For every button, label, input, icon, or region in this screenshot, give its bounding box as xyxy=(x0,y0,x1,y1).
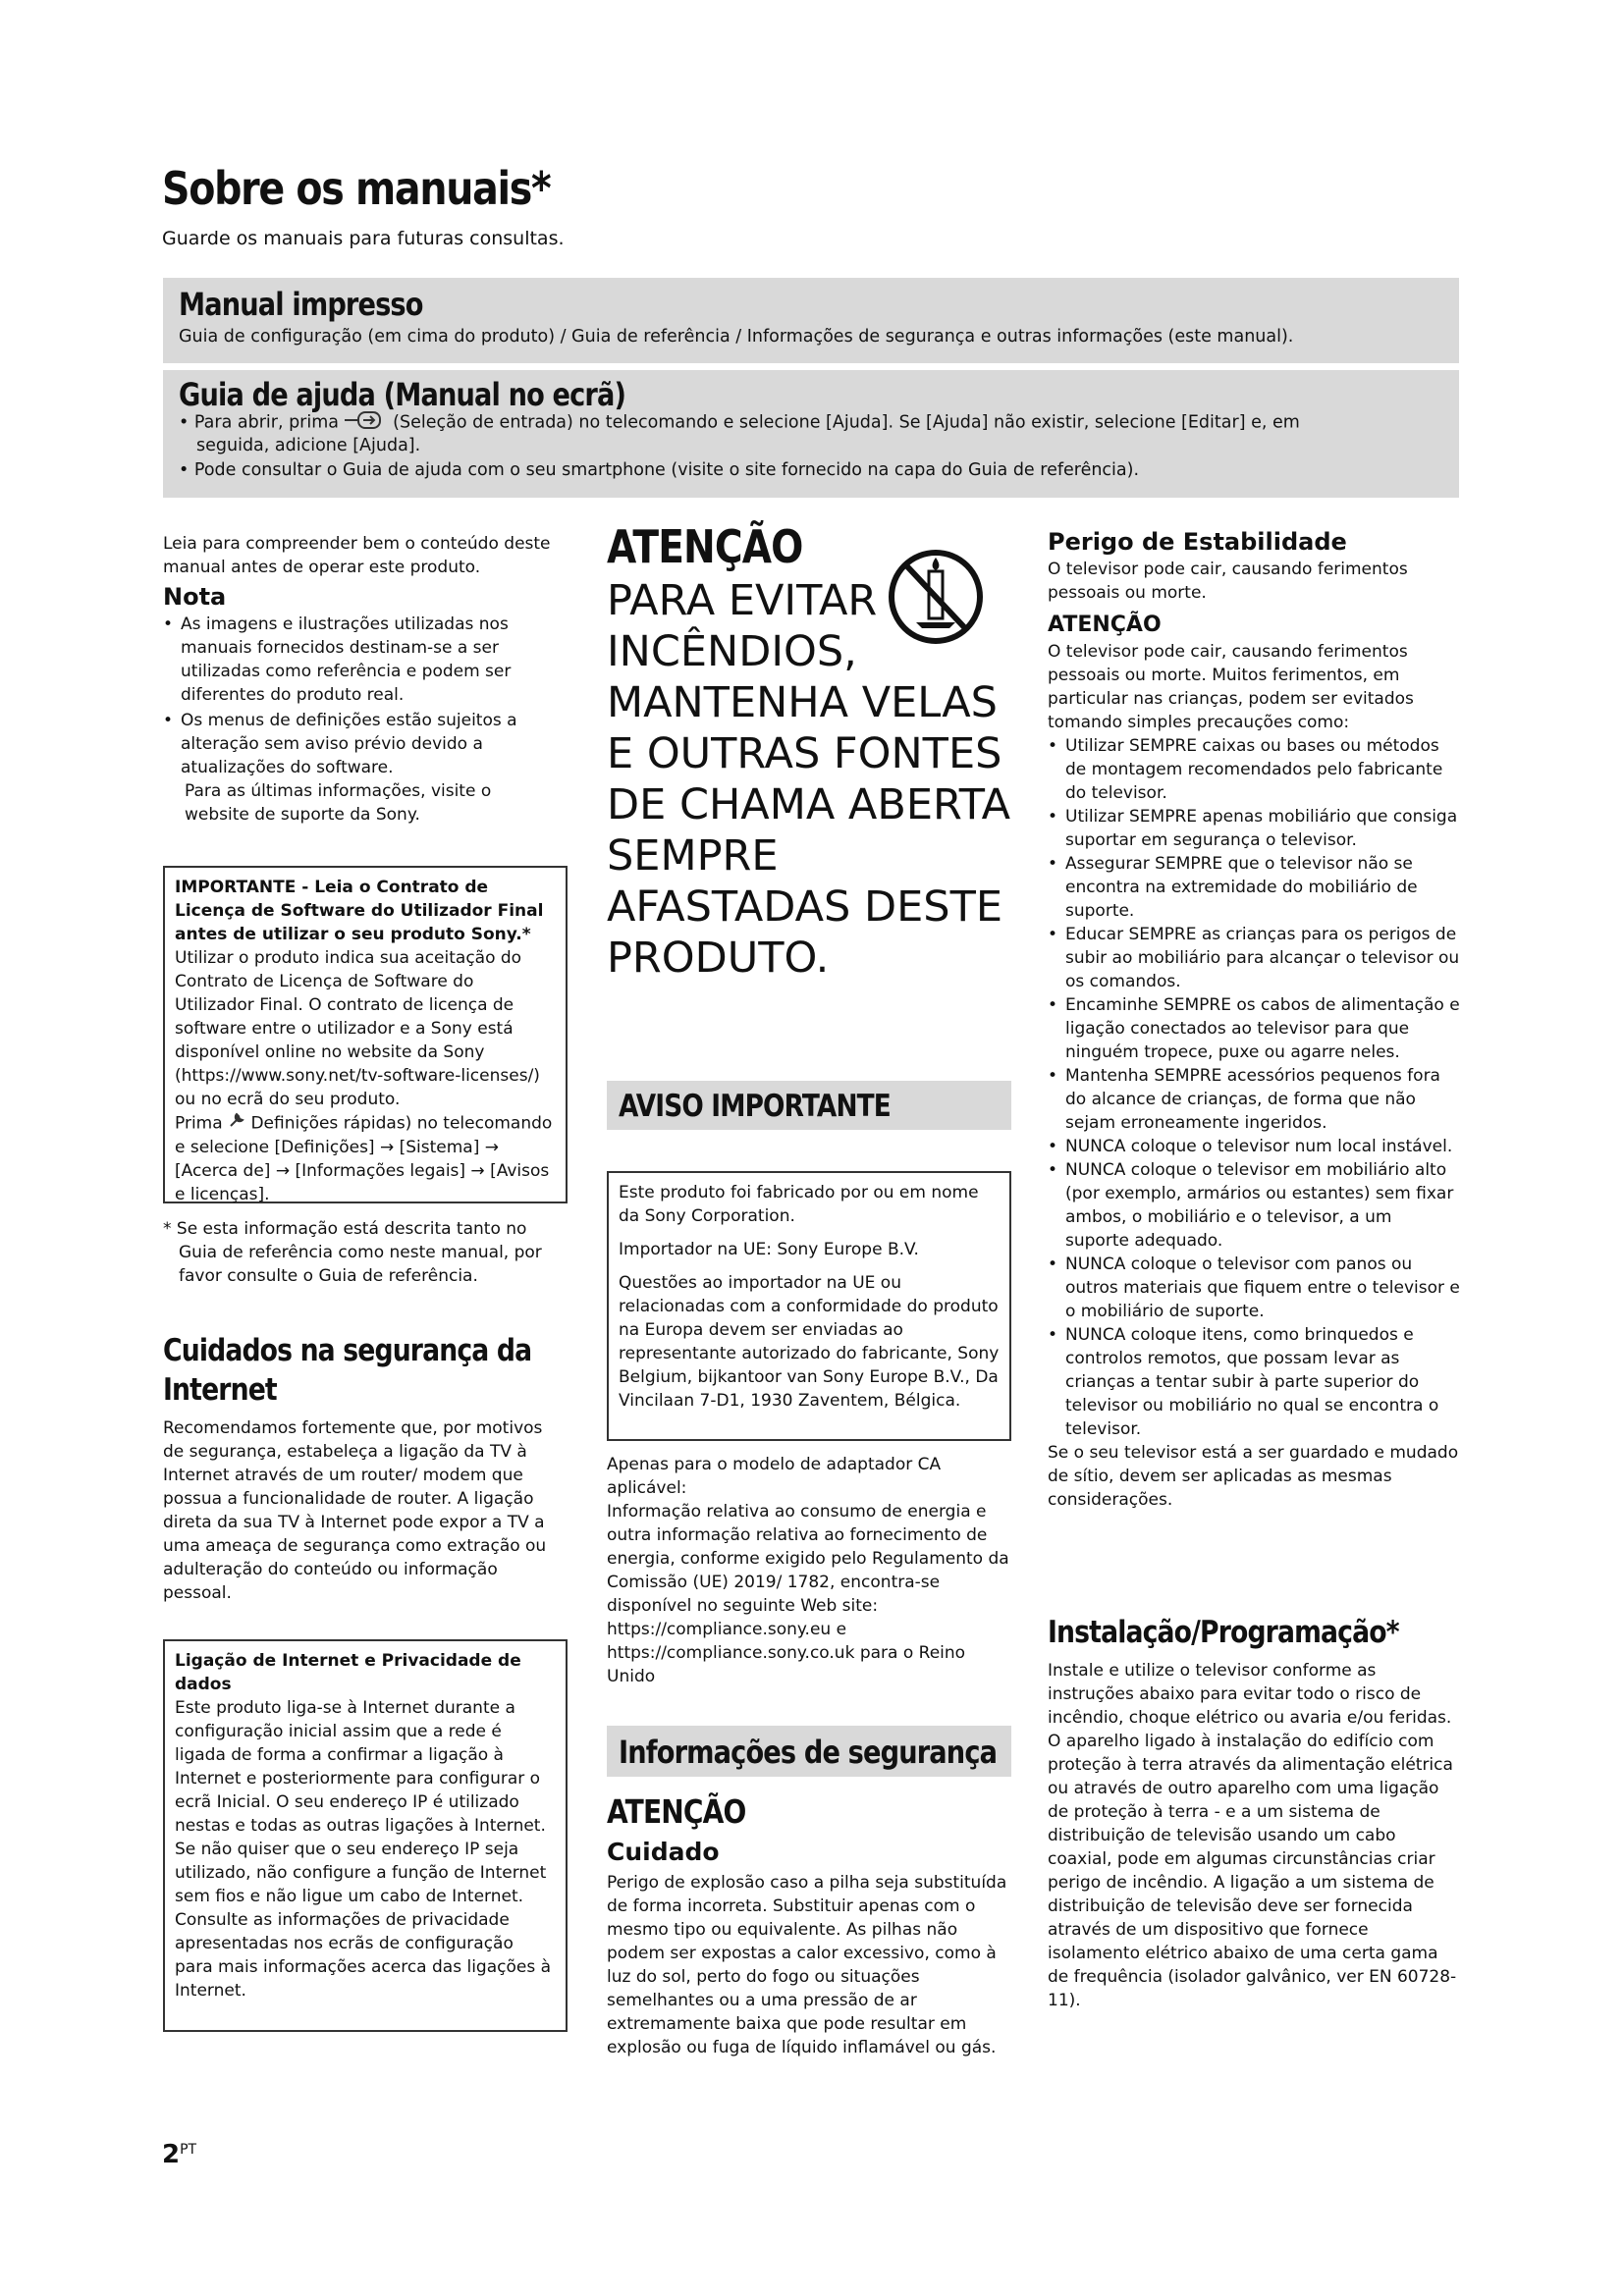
aviso-box xyxy=(607,1171,1011,1441)
aviso-importante-bar xyxy=(607,1081,1011,1130)
estab-item: • NUNCA coloque o televisor com panos ou outros materiais que fiquem entre o televisor e o mobiliário de suporte. xyxy=(1048,1253,1460,1323)
aviso-p1: Este produto foi fabricado por ou em nome da Sony Corporation. xyxy=(619,1183,979,1226)
estabilidade-text: O televisor pode cair, causando ferimentos pessoais ou morte. xyxy=(1048,560,1408,603)
internet-title: Cuidados na segurança da Internet xyxy=(163,1333,532,1408)
atencao-text: O televisor pode cair, causando ferimentos pessoais ou morte. Muitos ferimentos, em particular nas crianças, podem ser evitados tomando simples precauções como: xyxy=(1048,642,1414,732)
page-title: Sobre os manuais* xyxy=(162,162,551,215)
guia-ajuda-line1 xyxy=(179,410,1300,435)
manual-impresso-text: Guia de configuração (em cima do produto) / Guia de referência / Informações de segurança e outras informações (este manual). xyxy=(179,327,1294,347)
license-prima-a: Prima xyxy=(175,1113,223,1134)
guia-ajuda-line1-a: • Para abrir, prima xyxy=(179,412,340,433)
license-prima-b: Definições rápidas) no telecomando e selecione [Definições] → [Sistema] → [Acerca de] → [Informações legais] → [Avisos e licenças]. xyxy=(175,1113,553,1204)
column-3 xyxy=(1048,526,1460,1512)
page-number-suffix: PT xyxy=(180,2142,197,2158)
instalacao-p1: Instale e utilize o televisor conforme as instruções abaixo para evitar todo o risco de incêndio, choque elétrico ou avaria e/ou feridas. xyxy=(1048,1661,1452,1728)
informacoes-seguranca-title: Informações de segurança xyxy=(619,1734,998,1771)
estab-item: • NUNCA coloque o televisor em mobiliário alto (por exemplo, armários ou estantes) sem fixar ambos, o mobiliário e o televisor, a um suporte adequado. xyxy=(1048,1158,1460,1253)
estab-item: • Encaminhe SEMPRE os cabos de alimentação e ligação conectados ao televisor para que ninguém tropece, puxe ou agarre neles. xyxy=(1048,993,1460,1064)
nota-item: • Os menus de definições estão sujeitos a alteração sem aviso prévio devido a atualizações do software. xyxy=(163,709,556,779)
footnote: * Se esta informação está descrita tanto no Guia de referência como neste manual, por favor consulte o Guia de referência. xyxy=(163,1219,542,1286)
license-title: IMPORTANTE - Leia o Contrato de Licença de Software do Utilizador Final antes de utilizar o seu produto Sony.* xyxy=(175,878,544,944)
guia-ajuda-box xyxy=(163,370,1459,498)
cuidado-wrap xyxy=(607,1871,1011,2059)
internet-text: Recomendamos fortemente que, por motivos de segurança, estabeleça a ligação da TV à Internet através de um router/ modem que possua a funcionalidade de router. A ligação direta da sua TV à Internet pode expor a TV a uma ameaça de segurança como extração ou adulteração do conteúdo ou informação pessoal. xyxy=(163,1418,547,1603)
atencao-heading: ATENÇÃO xyxy=(607,520,803,573)
atencao-heading-2: ATENÇÃO xyxy=(607,1792,746,1831)
footnote-wrap xyxy=(163,1217,568,1288)
cuidado-title: Cuidado xyxy=(607,1838,720,1866)
privacy-body: Este produto liga-se à Internet durante a configuração inicial assim que a rede é ligada de forma a confirmar a ligação à Internet e posteriormente para configurar o ecrã Inicial. O seu endereço IP é utilizado nestas e todas as outras ligações à Internet. Se não quiser que o seu endereço IP seja utilizado, não configure a função de Internet sem fios e não ligue um cabo de Internet. Consulte as informações de privacidade apresentadas nos ecrãs de configuração para mais informações acerca das ligações à Internet. xyxy=(175,1698,552,2001)
estab-item: • Educar SEMPRE as crianças para os perigos de subir ao mobiliário para alcançar o televisor ou os comandos. xyxy=(1048,923,1460,993)
fire-warning: PARA EVITAR INCÊNDIOS, MANTENHA VELAS E OUTRAS FONTES DE CHAMA ABERTA SEMPRE AFASTADAS DESTE PRODUTO. xyxy=(607,576,1011,983)
energia-text: Informação relativa ao consumo de energia e outra informação relativa ao fornecimento de energia, conforme exigido pelo Regulamento da Comissão (UE) 2019/ 1782, encontra-se disponível no seguinte Web site: https://compliance.sony.eu e https://compliance.sony.co.uk para o Reino Unido xyxy=(607,1502,1009,1686)
estab-item: • Assegurar SEMPRE que o televisor não se encontra na extremidade do mobiliário de suporte. xyxy=(1048,852,1460,923)
adaptador-text: Apenas para o modelo de adaptador CA aplicável: xyxy=(607,1455,942,1498)
estab-item: • NUNCA coloque o televisor num local instável. xyxy=(1048,1135,1460,1158)
estab-item: • Utilizar SEMPRE caixas ou bases ou métodos de montagem recomendados pelo fabricante do televisor. xyxy=(1048,734,1460,805)
input-select-icon xyxy=(345,410,388,435)
guia-ajuda-line3: • Pode consultar o Guia de ajuda com o seu smartphone (visite o site fornecido na capa do Guia de referência). xyxy=(179,460,1140,480)
guia-ajuda-line2: seguida, adicione [Ajuda]. xyxy=(196,436,421,455)
page-number xyxy=(162,2140,196,2169)
intro-text: Leia para compreender bem o conteúdo deste manual antes de operar este produto. xyxy=(163,534,551,577)
instalacao-title: Instalação/Programação* xyxy=(1048,1615,1399,1650)
aviso-p2: Importador na UE: Sony Europe B.V. xyxy=(619,1240,919,1259)
informacoes-seguranca-bar xyxy=(607,1726,1011,1777)
cuidado-text: Perigo de explosão caso a pilha seja substituída de forma incorreta. Substituir apenas com o mesmo tipo ou equivalente. As pilhas não podem ser expostas a calor excessivo, como à luz do sol, perto do fogo ou situações semelhantes ou a uma pressão de ar extremamente baixa que pode resultar em explosão ou fuga de líquido inflamável ou gás. xyxy=(607,1873,1007,2057)
estab-item: • Utilizar SEMPRE apenas mobiliário que consiga suportar em segurança o televisor. xyxy=(1048,805,1460,852)
license-prima xyxy=(175,1111,556,1206)
atencao-small: ATENÇÃO xyxy=(1048,613,1162,637)
estab-item: • Mantenha SEMPRE acessórios pequenos fora do alcance de crianças, de forma que não sejam erroneamente ingeridos. xyxy=(1048,1064,1460,1135)
page-number-value: 2 xyxy=(162,2140,181,2169)
guia-ajuda-line1-b: (Seleção de entrada) no telecomando e selecione [Ajuda]. Se [Ajuda] não existir, selecione [Editar] e, em xyxy=(393,412,1300,433)
no-candle-icon xyxy=(887,538,985,662)
guia-ajuda-title: Guia de ajuda (Manual no ecrã) xyxy=(179,376,626,413)
page-subtitle: Guarde os manuais para futuras consultas. xyxy=(162,228,565,249)
after-items-text: Se o seu televisor está a ser guardado e mudado de sítio, devem ser aplicadas as mesmas considerações. xyxy=(1048,1443,1459,1510)
privacy-title: Ligação de Internet e Privacidade de dados xyxy=(175,1651,521,1694)
aviso-importante-title: AVISO IMPORTANTE xyxy=(619,1089,891,1124)
license-body: Utilizar o produto indica sua aceitação do Contrato de Licença de Software do Utilizador Final. O contrato de licença de software entre o utilizador e a Sony está disponível online no website da Sony (https://www.sony.net/tv-software-licenses/) ou no ecrã do seu produto. xyxy=(175,948,540,1109)
instalacao-wrap xyxy=(1048,1659,1460,2012)
internet-text-wrap xyxy=(163,1416,568,1605)
manual-impresso-title: Manual impresso xyxy=(179,286,423,323)
column-1-top xyxy=(163,532,556,827)
energia-wrap xyxy=(607,1453,1011,1688)
license-box xyxy=(163,866,568,1203)
estab-item: • NUNCA coloque itens, como brinquedos e controlos remotos, que possam levar as crianças a tentar subir à parte superior do televisor ou mobiliário no qual se encontra o televisor. xyxy=(1048,1323,1460,1441)
nota-item: • As imagens e ilustrações utilizadas nos manuais fornecidos destinam-se a ser utilizadas como referência e podem ser diferentes do produto real. xyxy=(163,613,556,707)
quick-settings-icon xyxy=(228,1111,245,1136)
aviso-p3: Questões ao importador na UE ou relacionadas com a conformidade do produto na Europa devem ser enviadas ao representante autorizado do fabricante, Sony Belgium, bijkantoor van Sony Europe B.V., Da Vincilaan 7-D1, 1930 Zaventem, Bélgica. xyxy=(619,1273,1000,1411)
nota-title: Nota xyxy=(163,583,227,611)
privacy-box xyxy=(163,1639,568,2032)
estabilidade-title: Perigo de Estabilidade xyxy=(1048,528,1347,556)
nota-extra: Para as últimas informações, visite o website de suporte da Sony. xyxy=(185,781,492,825)
manual-impresso-box xyxy=(163,278,1459,363)
instalacao-p2: O aparelho ligado à instalação do edifício com proteção à terra através da alimentação elétrica ou através de outro aparelho com uma ligação de proteção à terra - e a um sistema de distribuição de televisão usando um cabo coaxial, pode em algumas circunstâncias criar perigo de incêndio. A ligação a um sistema de distribuição de televisão deve ser fornecida através de um dispositivo que fornece isolamento elétrico abaixo de uma certa gama de frequência (isolador galvânico, ver EN 60728-11). xyxy=(1048,1732,1457,2010)
